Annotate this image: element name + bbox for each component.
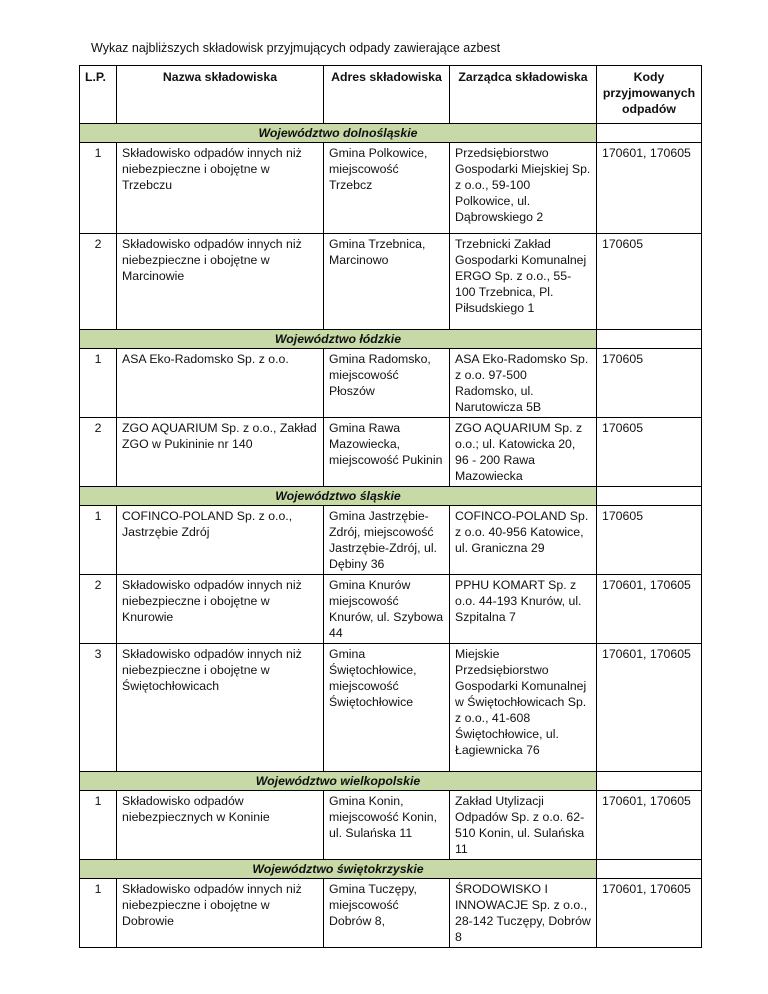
- voivodeship-row: [80, 487, 702, 506]
- cell-lp: 2: [80, 575, 117, 644]
- cell-manager: ASA Eko-Radomsko Sp. z o.o. 97-500 Radomsko, ul. Narutowicza 5B: [450, 349, 597, 418]
- landfill-table: [79, 65, 702, 948]
- voivodeship-label: Województwo łódzkie: [80, 330, 597, 349]
- cell-lp: 3: [80, 644, 117, 772]
- cell-name: Składowisko odpadów innych niż niebezpieczne i obojętne w Marcinowie: [117, 234, 324, 330]
- cell-codes: 170605: [597, 506, 702, 575]
- header-codes: Kody przyjmowanych odpadów: [597, 66, 702, 124]
- header-lp: L.P.: [80, 66, 117, 124]
- cell-lp: 2: [80, 234, 117, 330]
- cell-address: Gmina Świętochłowice, miejscowość Świętochłowice: [324, 644, 450, 772]
- cell-name: Składowisko odpadów innych niż niebezpieczne i obojętne w Świętochłowicach: [117, 644, 324, 772]
- cell-codes: 170601, 170605: [597, 575, 702, 644]
- cell-codes: 170601, 170605: [597, 644, 702, 772]
- cell-lp: 1: [80, 506, 117, 575]
- cell-codes: 170601, 170605: [597, 791, 702, 860]
- table-row: [80, 349, 702, 418]
- cell-address: Gmina Knurów miejscowość Knurów, ul. Szybowa 44: [324, 575, 450, 644]
- voivodeship-label: Województwo dolnośląskie: [80, 124, 597, 143]
- voivodeship-row: [80, 330, 702, 349]
- voivodeship-label: Województwo wielkopolskie: [80, 772, 597, 791]
- cell-name: Składowisko odpadów innych niż niebezpieczne i obojętne w Knurowie: [117, 575, 324, 644]
- cell-manager: COFINCO-POLAND Sp. z o.o. 40-956 Katowice, ul. Graniczna 29: [450, 506, 597, 575]
- header-manager: Zarządca składowiska: [450, 66, 597, 124]
- header-name: Nazwa składowiska: [117, 66, 324, 124]
- cell-manager: PPHU KOMART Sp. z o.o. 44-193 Knurów, ul. Szpitalna 7: [450, 575, 597, 644]
- voivodeship-row: [80, 860, 702, 879]
- cell-codes: 170605: [597, 418, 702, 487]
- header-address: Adres składowiska: [324, 66, 450, 124]
- cell-lp: 1: [80, 879, 117, 948]
- cell-address: Gmina Radomsko, miejscowość Płoszów: [324, 349, 450, 418]
- voivodeship-row: [80, 124, 702, 143]
- cell-name: ZGO AQUARIUM Sp. z o.o., Zakład ZGO w Pukininie nr 140: [117, 418, 324, 487]
- cell-codes: 170605: [597, 234, 702, 330]
- cell-lp: 1: [80, 349, 117, 418]
- cell-lp: 1: [80, 791, 117, 860]
- cell-lp: 1: [80, 143, 117, 234]
- cell-address: Gmina Tuczępy, miejscowość Dobrów 8,: [324, 879, 450, 948]
- voivodeship-row: [80, 772, 702, 791]
- cell-manager: Miejskie Przedsiębiorstwo Gospodarki Komunalnej w Świętochłowicach Sp. z o.o., 41-608 Świętochłowice, ul. Łagiewnicka 76: [450, 644, 597, 772]
- cell-codes: 170601, 170605: [597, 143, 702, 234]
- page-title: Wykaz najbliższych składowisk przyjmujących odpady zawierające azbest: [91, 41, 501, 55]
- table-row: [80, 143, 702, 234]
- cell-manager: Przedsiębiorstwo Gospodarki Miejskiej Sp. z o.o., 59-100 Polkowice, ul. Dąbrowskiego 2: [450, 143, 597, 234]
- table-row: [80, 575, 702, 644]
- cell-manager: Zakład Utylizacji Odpadów Sp. z o.o. 62-510 Konin, ul. Sulańska 11: [450, 791, 597, 860]
- cell-codes: 170605: [597, 349, 702, 418]
- cell-name: Składowisko odpadów innych niż niebezpieczne i obojętne w Trzebczu: [117, 143, 324, 234]
- cell-address: Gmina Polkowice, miejscowość Trzebcz: [324, 143, 450, 234]
- cell-name: Składowisko odpadów innych niż niebezpieczne i obojętne w Dobrowie: [117, 879, 324, 948]
- cell-address: Gmina Rawa Mazowiecka, miejscowość Pukinin: [324, 418, 450, 487]
- cell-name: COFINCO-POLAND Sp. z o.o., Jastrzębie Zdrój: [117, 506, 324, 575]
- cell-manager: ZGO AQUARIUM Sp. z o.o.; ul. Katowicka 20, 96 - 200 Rawa Mazowiecka: [450, 418, 597, 487]
- cell-manager: Trzebnicki Zakład Gospodarki Komunalnej ERGO Sp. z o.o., 55-100 Trzebnica, Pl. Piłsudskiego 1: [450, 234, 597, 330]
- cell-name: ASA Eko-Radomsko Sp. z o.o.: [117, 349, 324, 418]
- cell-lp: 2: [80, 418, 117, 487]
- table-row: [80, 644, 702, 772]
- cell-address: Gmina Jastrzębie-Zdrój, miejscowość Jastrzębie-Zdrój, ul. Dębiny 36: [324, 506, 450, 575]
- table-row: [80, 418, 702, 487]
- table-row: [80, 879, 702, 948]
- table-body: [80, 124, 702, 948]
- voivodeship-label: Województwo świętokrzyskie: [80, 860, 597, 879]
- cell-address: Gmina Trzebnica, Marcinowo: [324, 234, 450, 330]
- cell-manager: ŚRODOWISKO I INNOWACJE Sp. z o.o., 28-142 Tuczępy, Dobrów 8: [450, 879, 597, 948]
- table-row: [80, 791, 702, 860]
- cell-name: Składowisko odpadów niebezpiecznych w Koninie: [117, 791, 324, 860]
- header-row: [80, 66, 702, 124]
- table-row: [80, 506, 702, 575]
- voivodeship-label: Województwo śląskie: [80, 487, 597, 506]
- cell-codes: 170601, 170605: [597, 879, 702, 948]
- table-row: [80, 234, 702, 330]
- cell-address: Gmina Konin, miejscowość Konin, ul. Sulańska 11: [324, 791, 450, 860]
